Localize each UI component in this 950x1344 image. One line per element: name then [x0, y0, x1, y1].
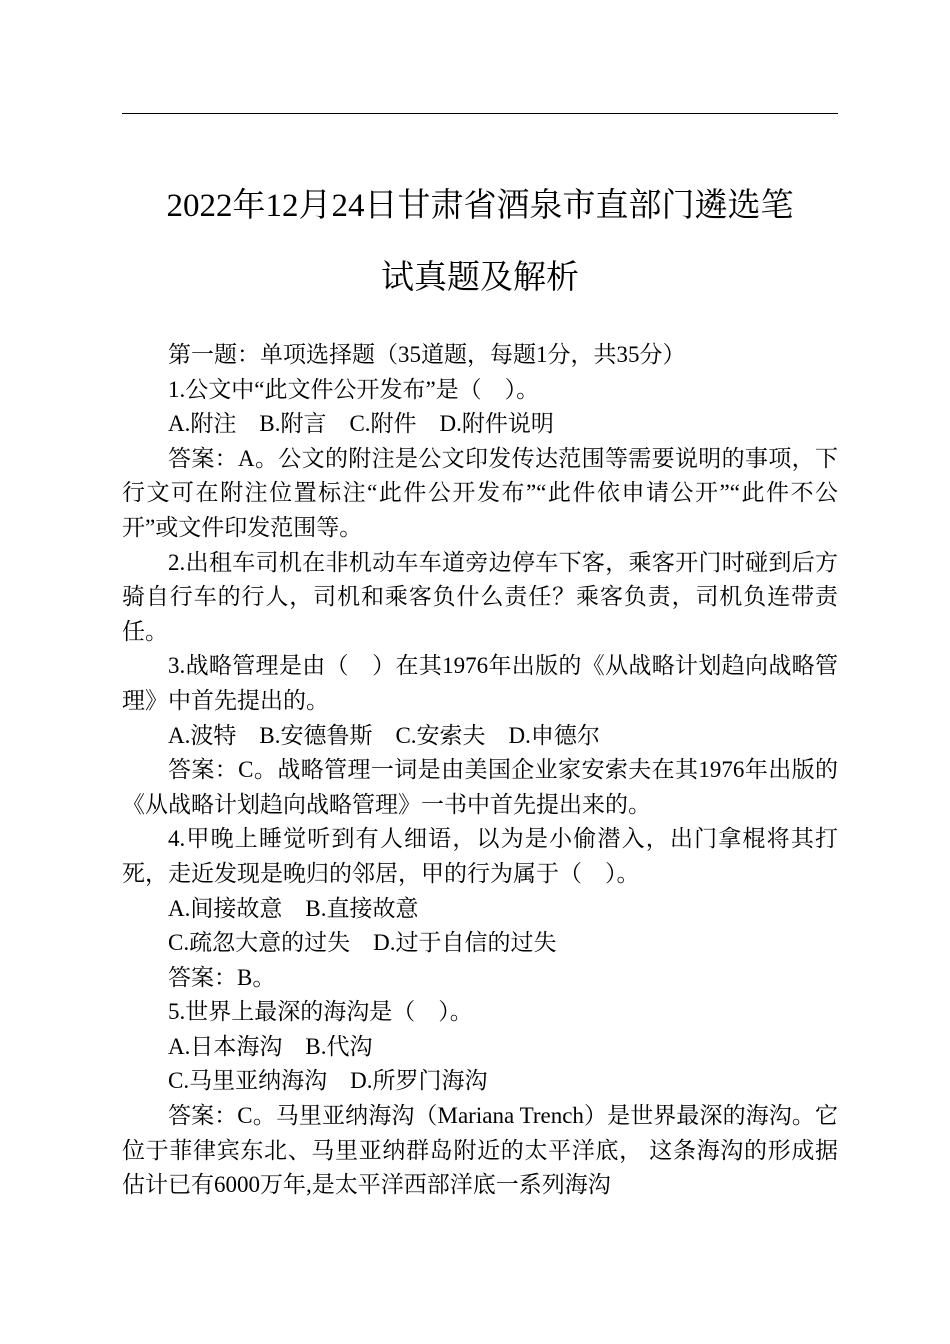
- question-3: 3.战略管理是由（ ）在其1976年出版的《从战略计划趋向战略管理》中首先提出的。: [122, 653, 838, 713]
- question-1-answer: 答案：A。公文的附注是公文印发传达范围等需要说明的事项，下行文可在附注位置标注“此件公开发布”“此件依申请公开”“此件不公开”或文件印发范围等。: [122, 445, 838, 540]
- question-4-answer: 答案：B。: [168, 964, 276, 990]
- document-body: [122, 338, 838, 1203]
- question-3-answer: 答案：C。战略管理一词是由美国企业家安索夫在其1976年出版的《从战略计划趋向战略管理》一书中首先提出来的。: [122, 757, 838, 817]
- title-line-1: 2022年12月24日甘肃省酒泉市直部门遴选笔: [166, 188, 794, 224]
- question-4-options-a: A.间接故意 B.直接故意: [168, 895, 419, 921]
- question-5: 5.世界上最深的海沟是（ ）。: [168, 999, 473, 1025]
- question-2: 2.出租车司机在非机动车车道旁边停车下客，乘客开门时碰到后方骑自行车的行人，司机和乘客负什么责任？乘客负责，司机负连带责任。: [122, 549, 838, 644]
- question-5-options-b: C.马里亚纳海沟 D.所罗门海沟: [168, 1068, 488, 1094]
- section-heading: 第一题：单项选择题（35道题，每题1分，共35分）: [168, 342, 686, 367]
- question-5-answer: 答案：C。马里亚纳海沟（Mariana Trench）是世界最深的海沟。它位于菲律宾东北、马里亚纳群岛附近的太平洋底， 这条海沟的形成据估计已有6000万年,是太平洋西部洋底一系列海沟: [122, 1103, 838, 1198]
- title-line-2: 试真题及解析: [381, 260, 579, 296]
- question-5-options-a: A.日本海沟 B.代沟: [168, 1033, 373, 1059]
- document-title: [110, 170, 850, 314]
- question-1-options: A.附注 B.附言 C.附件 D.附件说明: [168, 411, 554, 437]
- question-3-options: A.波特 B.安德鲁斯 C.安索夫 D.申德尔: [168, 722, 600, 748]
- question-4-options-b: C.疏忽大意的过失 D.过于自信的过失: [168, 930, 557, 956]
- header-rule: [122, 113, 838, 114]
- question-1: 1.公文中“此文件公开发布”是（ ）。: [168, 376, 540, 402]
- question-4: 4.甲晚上睡觉听到有人细语，以为是小偷潜入，出门拿棍将其打死，走近发现是晚归的邻居，甲的行为属于（ ）。: [122, 826, 838, 886]
